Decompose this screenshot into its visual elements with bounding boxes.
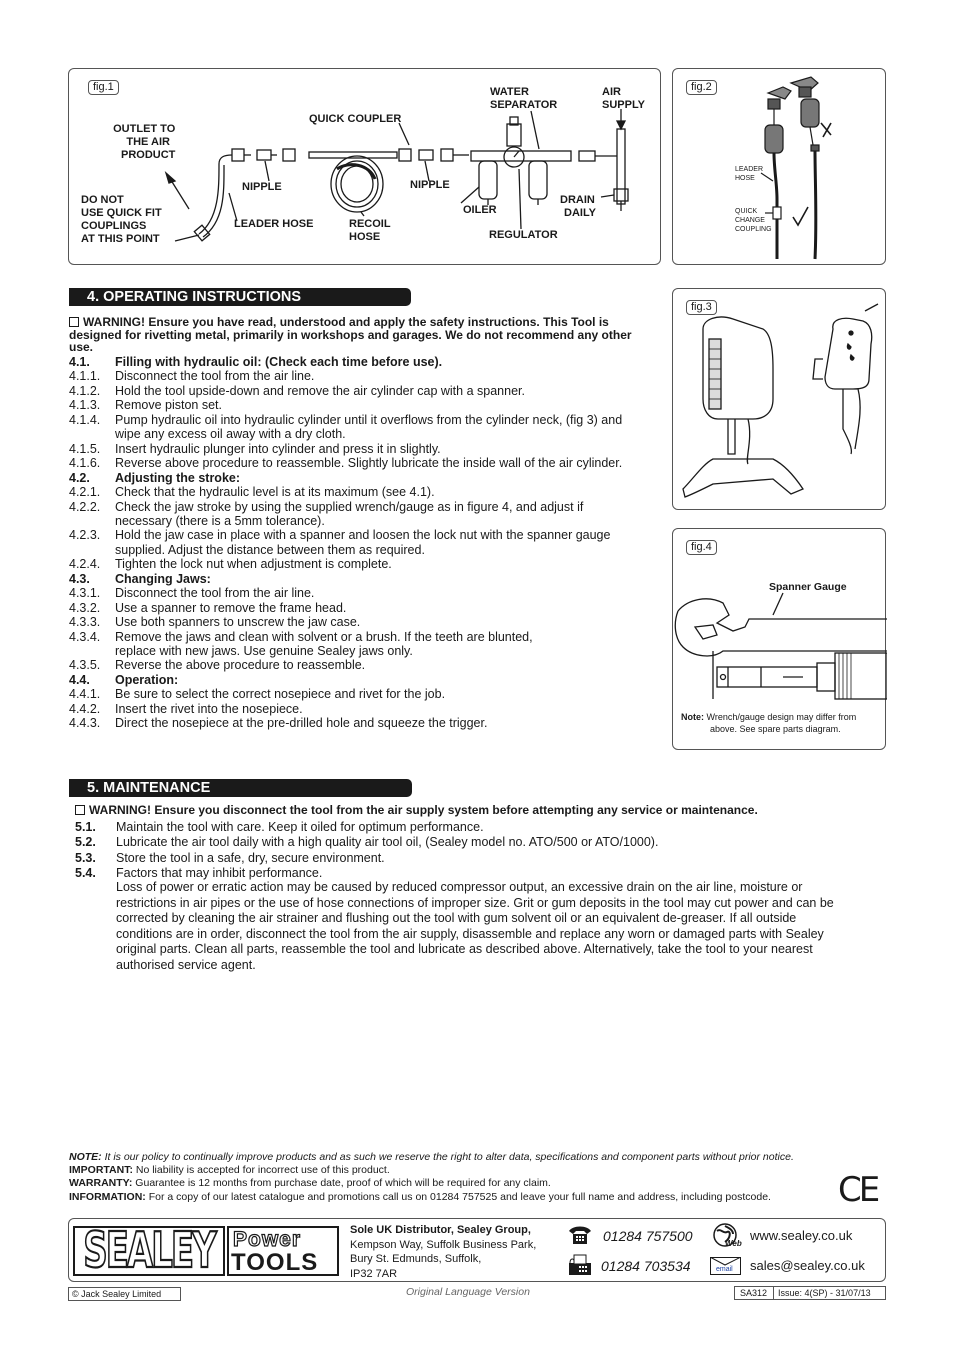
step-number: 5.2. <box>75 835 96 850</box>
step-number: 4.3. <box>69 571 90 586</box>
step-text: Factors that may inhibit performance. <box>116 865 323 880</box>
step-number: 4.3.1. <box>69 586 101 601</box>
figure-2 <box>672 68 886 265</box>
fax-number[interactable]: 01284 703534 <box>601 1258 691 1274</box>
paragraph-line: conditions are in order, disconnect the tool from the air supply, disassemble and replace any worn or damaged parts with Sealey <box>116 926 824 941</box>
original-language-version: Original Language Version <box>406 1286 530 1298</box>
step-number: 4.1.3. <box>69 398 101 413</box>
phone-number[interactable]: 01284 757500 <box>603 1228 693 1244</box>
step-number: 5.3. <box>75 850 96 865</box>
step-text: wipe any excess oil away with a dry cloth. <box>115 427 346 442</box>
step-number: 4.1.1. <box>69 369 101 384</box>
figure-tag: fig.4 <box>686 540 717 555</box>
figure-4 <box>672 528 886 750</box>
step-text: Hold the jaw case in place with a spanner and loosen the lock nut with the spanner gauge <box>115 528 611 543</box>
step-text: Direct the nosepiece at the pre-drilled hole and squeeze the trigger. <box>115 716 488 731</box>
fax-icon <box>567 1254 593 1276</box>
step-text: Tighten the lock nut when adjustment is complete. <box>115 557 392 572</box>
step-text: Adjusting the stroke: <box>115 470 241 485</box>
label-oiler: OILER <box>463 204 497 216</box>
paragraph-line: Loss of power or erratic action may be caused by reduced compressor output, an excessive drain on the air line, moisture or <box>116 880 803 894</box>
distributor-address: Sole UK Distributor, Sealey Group, Kempson Way, Suffolk Business Park, Bury St. Edmunds, Suffolk, IP32 7AR <box>350 1224 537 1280</box>
coupling-diagram <box>673 69 887 266</box>
step-number: 4.1.2. <box>69 383 101 398</box>
step-number: 4.3.3. <box>69 615 101 630</box>
step-number: 4.2.4. <box>69 557 101 572</box>
label-drain-daily: DRAIN DAILY <box>560 194 596 219</box>
label-recoil-hose: RECOIL HOSE <box>349 218 391 243</box>
label-air-supply: AIR SUPPLY <box>602 86 646 111</box>
figure-1 <box>68 68 661 265</box>
step-text: Operation: <box>115 672 179 687</box>
paragraph-line: authorised service agent. <box>116 957 256 972</box>
label-leader-hose: LEADER HOSE <box>234 218 314 230</box>
step-number: 4.1.5. <box>69 441 101 456</box>
step-text: Filling with hydraulic oil: (Check each time before use). <box>115 355 443 369</box>
note-information: INFORMATION: For a copy of our latest catalogue and promotions call us on 01284 757525 and leave your full name and address, including postcode. <box>69 1191 771 1203</box>
step-text: Check the jaw stroke by using the supplied wrench/gauge as in figure 4, and adjust if <box>115 499 584 514</box>
step-text: Be sure to select the correct nosepiece and rivet for the job. <box>115 687 446 702</box>
email-icon: email <box>710 1257 741 1275</box>
step-number: 4.2.1. <box>69 485 101 500</box>
step-number: 4.2. <box>69 470 90 485</box>
step-text: Reverse the above procedure to reassemble. <box>115 658 366 673</box>
step-text: Reverse above procedure to reassemble. Slightly lubricate the inside wall of the air cylinder. <box>115 456 623 471</box>
section-5-heading: 5. MAINTENANCE <box>69 779 412 797</box>
step-number: 4.1.4. <box>69 412 101 427</box>
step-text: Disconnect the tool from the air line. <box>115 586 315 601</box>
label-do-not-use: DO NOT USE QUICK FIT COUPLINGS AT THIS POINT <box>81 194 162 245</box>
paragraph-line: original parts. Clean all parts, reassemble the tool and lubricate as described above. Alternatively, take the tool to your nearest <box>116 942 813 957</box>
tool-upside-down-diagram <box>673 289 887 511</box>
step-text: Use a spanner to remove the frame head. <box>115 600 347 615</box>
step-number: 4.4. <box>69 672 90 687</box>
figure-tag: fig.1 <box>88 80 119 95</box>
section-4-heading: 4. OPERATING INSTRUCTIONS <box>69 288 411 306</box>
step-text: Store the tool in a safe, dry, secure environment. <box>116 850 385 865</box>
web-icon: Web <box>711 1222 747 1250</box>
figure-4-note: Note: Wrench/gauge design may differ from above. See spare parts diagram. <box>681 712 857 734</box>
step-number: 5.4. <box>75 865 96 880</box>
website-link[interactable]: www.sealey.co.uk <box>750 1228 853 1243</box>
step-number: 4.1.6. <box>69 456 101 471</box>
step-number: 4.2.2. <box>69 499 101 514</box>
ce-mark-icon: CE <box>838 1170 878 1210</box>
step-text: Remove the jaws and clean with solvent or a brush. If the teeth are blunted, <box>115 629 533 644</box>
figure-3 <box>672 288 886 510</box>
step-text: Hold the tool upside-down and remove the air cylinder cap with a spanner. <box>115 383 525 398</box>
step-text: supplied. Adjust the distance between them as required. <box>115 542 425 557</box>
step-text: Changing Jaws: <box>115 571 211 586</box>
figure-tag: fig.2 <box>686 80 717 95</box>
telephone-icon <box>567 1225 593 1245</box>
issue-box: SA312 Issue: 4(SP) - 31/07/13 <box>734 1286 886 1300</box>
step-number: 4.4.2. <box>69 701 101 716</box>
step-text: Check that the hydraulic level is at its maximum (see 4.1). <box>115 485 435 500</box>
note-important: IMPORTANT: No liability is accepted for incorrect use of this product. <box>69 1164 390 1176</box>
section-5-warning: WARNING! Ensure you disconnect the tool from the air supply system before attempting any service or maintenance. <box>75 804 758 817</box>
label-quick-change-coupling: QUICK CHANGE COUPLING <box>735 208 772 233</box>
section-4-warning: WARNING! Ensure you have read, understood and apply the safety instructions. This Tool is designed for rivetting metal, primarily in workshops and garages. We do not recommend any other use. <box>69 315 632 354</box>
step-text: Insert the rivet into the nosepiece. <box>115 701 303 716</box>
step-number: 5.1. <box>75 820 96 834</box>
paragraph-line: corrected by cleaning the air strainer and flushing out the tool with gum solvent oil or an equivalent de-greaser. If all outside <box>116 911 797 926</box>
step-number: 4.3.5. <box>69 658 101 673</box>
label-regulator: REGULATOR <box>489 229 558 241</box>
step-text: Remove piston set. <box>115 398 222 413</box>
figure-tag: fig.3 <box>686 300 717 315</box>
label-nipple-left: NIPPLE <box>242 181 282 193</box>
checkbox-icon <box>69 317 79 327</box>
step-text: Pump hydraulic oil into hydraulic cylinder until it overflows from the cylinder neck, (fig 3) and <box>115 412 623 427</box>
label-nipple-right: NIPPLE <box>410 179 450 191</box>
note-policy: NOTE: It is our policy to continually improve products and as such we reserve the right to alter data, specifications and component parts without prior notice. <box>69 1151 794 1163</box>
section-5-paragraph <box>116 880 876 974</box>
sealey-logo: SEALEY <box>73 1226 225 1276</box>
label-quick-coupler: QUICK COUPLER <box>309 113 402 125</box>
step-text: Disconnect the tool from the air line. <box>115 369 315 384</box>
step-number: 4.3.4. <box>69 629 101 644</box>
power-tools-logo: Power TOOLS <box>227 1226 339 1276</box>
copyright-box: © Jack Sealey Limited <box>68 1287 181 1301</box>
paragraph-line: restrictions in air pipes or the use of hose connections of improper size. Grit or gum deposits in the tool may cut power and can be <box>116 895 834 910</box>
step-text: Insert hydraulic plunger into cylinder and press it in slightly. <box>115 441 441 456</box>
step-number: 4.1. <box>69 355 90 369</box>
step-text: replace with new jaws. Use genuine Sealey jaws only. <box>115 644 413 658</box>
checkbox-icon <box>75 805 85 815</box>
step-number: 4.3.2. <box>69 600 101 615</box>
spanner-gauge-label: Spanner Gauge <box>769 581 847 593</box>
footer-box <box>68 1218 886 1282</box>
step-number: 4.4.1. <box>69 687 101 702</box>
label-water-separator: WATER SEPARATOR <box>490 86 558 111</box>
step-text: Lubricate the air tool daily with a high quality air tool oil, (Sealey model no. ATO/500 or ATO/1000). <box>116 835 659 850</box>
label-outlet: OUTLET TO THE AIR PRODUCT <box>113 123 176 161</box>
note-warranty: WARRANTY: Guarantee is 12 months from purchase date, proof of which will be required for any claim. <box>69 1177 551 1189</box>
step-text: Use both spanners to unscrew the jaw case. <box>115 615 361 630</box>
step-text: necessary (there is a 5mm tolerance). <box>115 513 325 528</box>
step-number: 4.4.3. <box>69 716 101 731</box>
label-leader-hose: LEADER HOSE <box>735 166 764 182</box>
step-number: 4.2.3. <box>69 528 101 543</box>
email-link[interactable]: sales@sealey.co.uk <box>750 1258 865 1273</box>
step-text: Maintain the tool with care. Keep it oiled for optimum performance. <box>116 820 484 834</box>
